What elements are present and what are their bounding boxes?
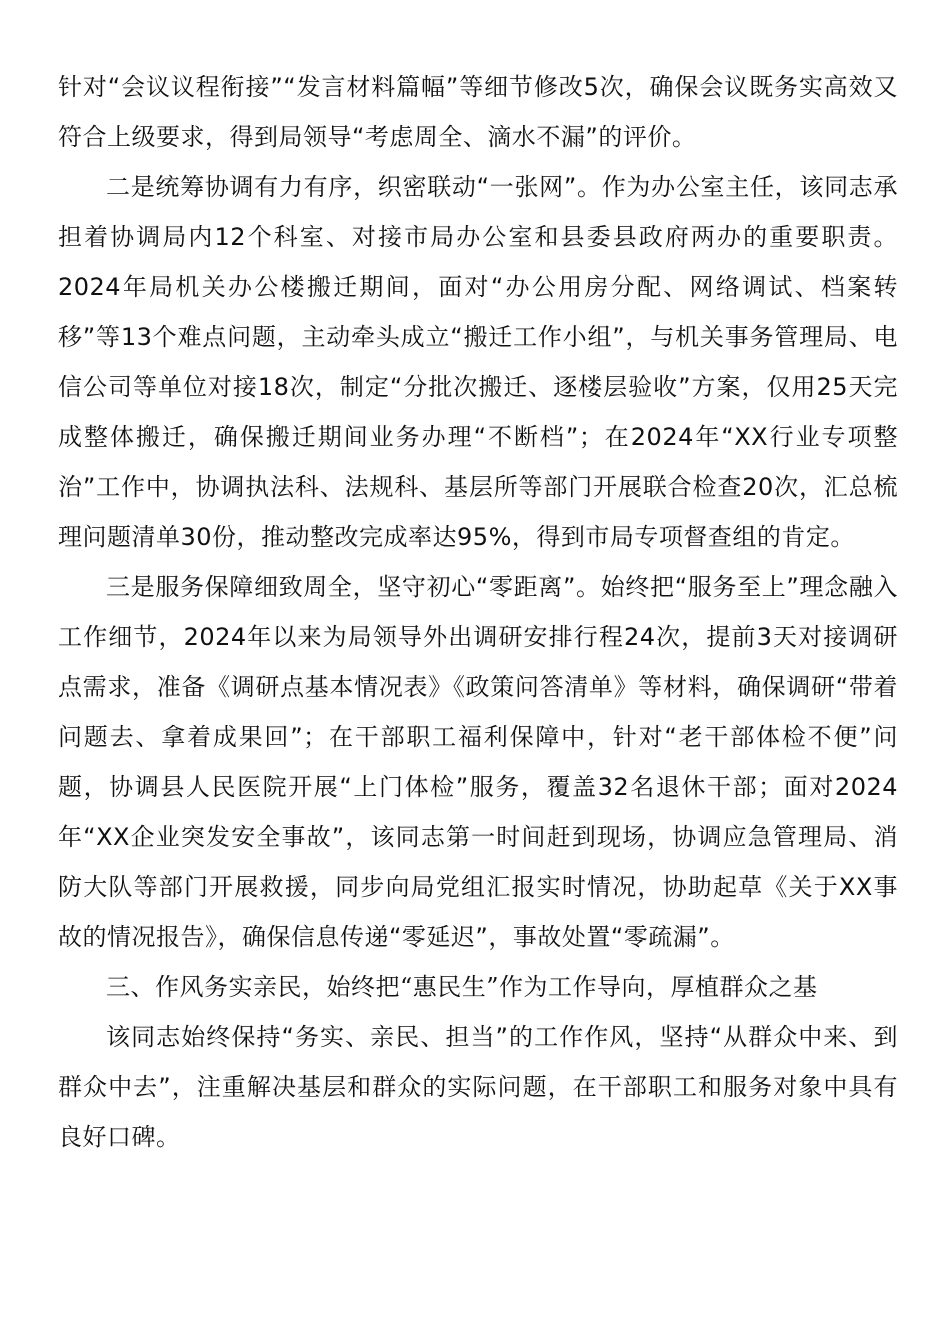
paragraph-work-style: 该同志始终保持“务实、亲民、担当”的工作作风，坚持“从群众中来、到群众中去”，注重解决基层和群众的实际问题，在干部职工和服务对象中具有良好口碑。 [58,1023,898,1151]
section-heading-work-style: 三、作风务实亲民，始终把“惠民生”作为工作导向，厚植群众之基 [106,973,818,1001]
paragraph-meeting-detail: 针对“会议议程衔接”“发言材料篇幅”等细节修改5次，确保会议既务实高效又符合上级要求，得到局领导“考虑周全、滴水不漏”的评价。 [58,73,898,151]
paragraph-service-guarantee: 三是服务保障细致周全，坚守初心“零距离”。始终把“服务至上”理念融入工作细节，2024年以来为局领导外出调研安排行程24次，提前3天对接调研点需求，准备《调研点基本情况表》《政策问答清单》等材料，确保调研“带着问题去、拿着成果回”；在干部职工福利保障中，针对“老干部体检不便”问题，协调县人民医院开展“上门体检”服务，覆盖32名退休干部；面对2024年“XX企业突发安全事故”，该同志第一时间赶到现场，协调应急管理局、消防大队等部门开展救援，同步向局党组汇报实时情况，协助起草《关于XX事故的情况报告》，确保信息传递“零延迟”，事故处置“零疏漏”。 [58,573,898,951]
document-page [58,62,898,1162]
paragraph-coordination: 二是统筹协调有力有序，织密联动“一张网”。作为办公室主任，该同志承担着协调局内12个科室、对接市局办公室和县委县政府两办的重要职责。2024年局机关办公楼搬迁期间，面对“办公用房分配、网络调试、档案转移”等13个难点问题，主动牵头成立“搬迁工作小组”，与机关事务管理局、电信公司等单位对接18次，制定“分批次搬迁、逐楼层验收”方案，仅用25天完成整体搬迁，确保搬迁期间业务办理“不断档”；在2024年“XX行业专项整治”工作中，协调执法科、法规科、基层所等部门开展联合检查20次，汇总梳理问题清单30份，推动整改完成率达95%，得到市局专项督查组的肯定。 [58,173,898,551]
